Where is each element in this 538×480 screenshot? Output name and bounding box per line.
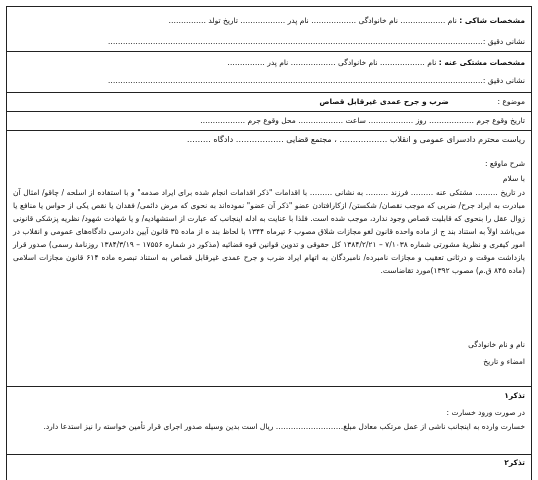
plaintiff-address: نشانی دقیق :…………………………………………………………………………………………………………………………………… [107,37,525,46]
defendant-heading: مشخصات مشتکی عنه : [438,58,525,67]
salutation: ریاست محترم دادسرای عمومی و انقلاب ……………… ، مجتمع قضایی ……………… دادگاه ……… [186,135,525,144]
subject-row [7,97,531,106]
note2-title: تذکر۲ [504,458,525,467]
note1-line1: در صورت ورود خسارت : [446,408,525,417]
name-label: نام و نام خانوادگی [468,340,525,349]
subject-value: ضرب و جرح عمدی غیرقابل قصاص [319,97,449,106]
subject-section [7,93,531,112]
sharh-label: شرح ماوقع : [484,159,525,168]
note1-title: تذکر۱ [504,391,525,400]
plaintiff-heading: مشخصات شاکی : [459,16,525,25]
subject-label: موضوع : [497,97,525,106]
petition-body [7,131,531,387]
defendant-section [7,52,531,93]
plaintiff-fields: نام ……………… نام خانوادگی ……………… نام پدر ……………… تاریخ تولد …………… [168,16,457,25]
petition-form [6,6,532,480]
greeting: با سلام [502,174,525,183]
note1-line2: خسارت وارده به اینجانب ناشی از عمل مرتکب معادل مبلغ……………………… ریال است بدین وسیله صدور اجرای قرار تأمین خواسته را نیز استدعا دارد. [43,422,525,431]
petition-paragraph: در تاریخ ……… مشتکی عنه ……… فرزند ……… به نشانی ……… با اقدامات "ذکر اقدامات انجام شده برای ایراد صدمه" و با استفاده از اسلحه / چاقو/ امثال آن مبادرت به ایراد جرح/ ضربی که موجب نقصان/ شکستن/ ازکارافتادن عضو "ذکر آن عضو" نموده‌اند به نحوی که مرض دائمی/ فقدان یا نقص یکی از حواس یا منافع یا زوال عقل را بنحوی که قابلیت قصاص وجود ندارد، موجب شده است. فلذا با عنایت به ادله اینجانب که عبارت از استشهادیه/ و یا شهادت شهود/ نظریه پزشکی قانونی می‌باشد اولاً به استناد بند ج از ماده واحده قانون لغو مجازات شلاق مصوب ۶ تیرماه ۱۳۴۴ با لحاظ بند ه از ماده ۳۵ قانون آیین دادرسی دادگاه‌های عمومی و انقلاب در امور کیفری و نظریهٔ مشورتی شماره ۷/۱۰۳۸ – ۱۳۸۴/۲/۲۱ کل حقوقی و تدوین قوانین قوه قضائیه (مذکور در شماره ۱۷۵۵۶ – ۱۳۸۴/۳/۱۹ روزنامهٔ رسمی) صدور قرار بازداشت موقت و درثانی تعقیب و مجازات نامبرده/ نامبردگان به اتهام ایراد ضرب و جرح عمدی غیرقابل قصاص به استناد تبصره ماده ۶۱۴ قانون مجازات اسلامی (ماده ۸۴۵ ق.م) مصوب ۱۳۹۲)مورد تقاضاست. [13,188,526,275]
plaintiff-section [7,7,531,52]
defendant-fields: نام ……………… نام خانوادگی ……………… نام پدر …………… [227,58,437,67]
note1-section [7,387,531,455]
crime-date-section [7,112,531,131]
defendant-row [7,58,531,67]
defendant-address: نشانی دقیق :…………………………………………………………………………………………………………………………………… [107,76,525,85]
note2-section [7,455,531,475]
plaintiff-row [7,16,531,25]
signature-label: امضاء و تاریخ [483,357,525,366]
crime-date-row: تاریخ وقوع جرم ……………… روز ……………… ساعت ……………… محل وقوع جرم ……………… [200,116,525,125]
